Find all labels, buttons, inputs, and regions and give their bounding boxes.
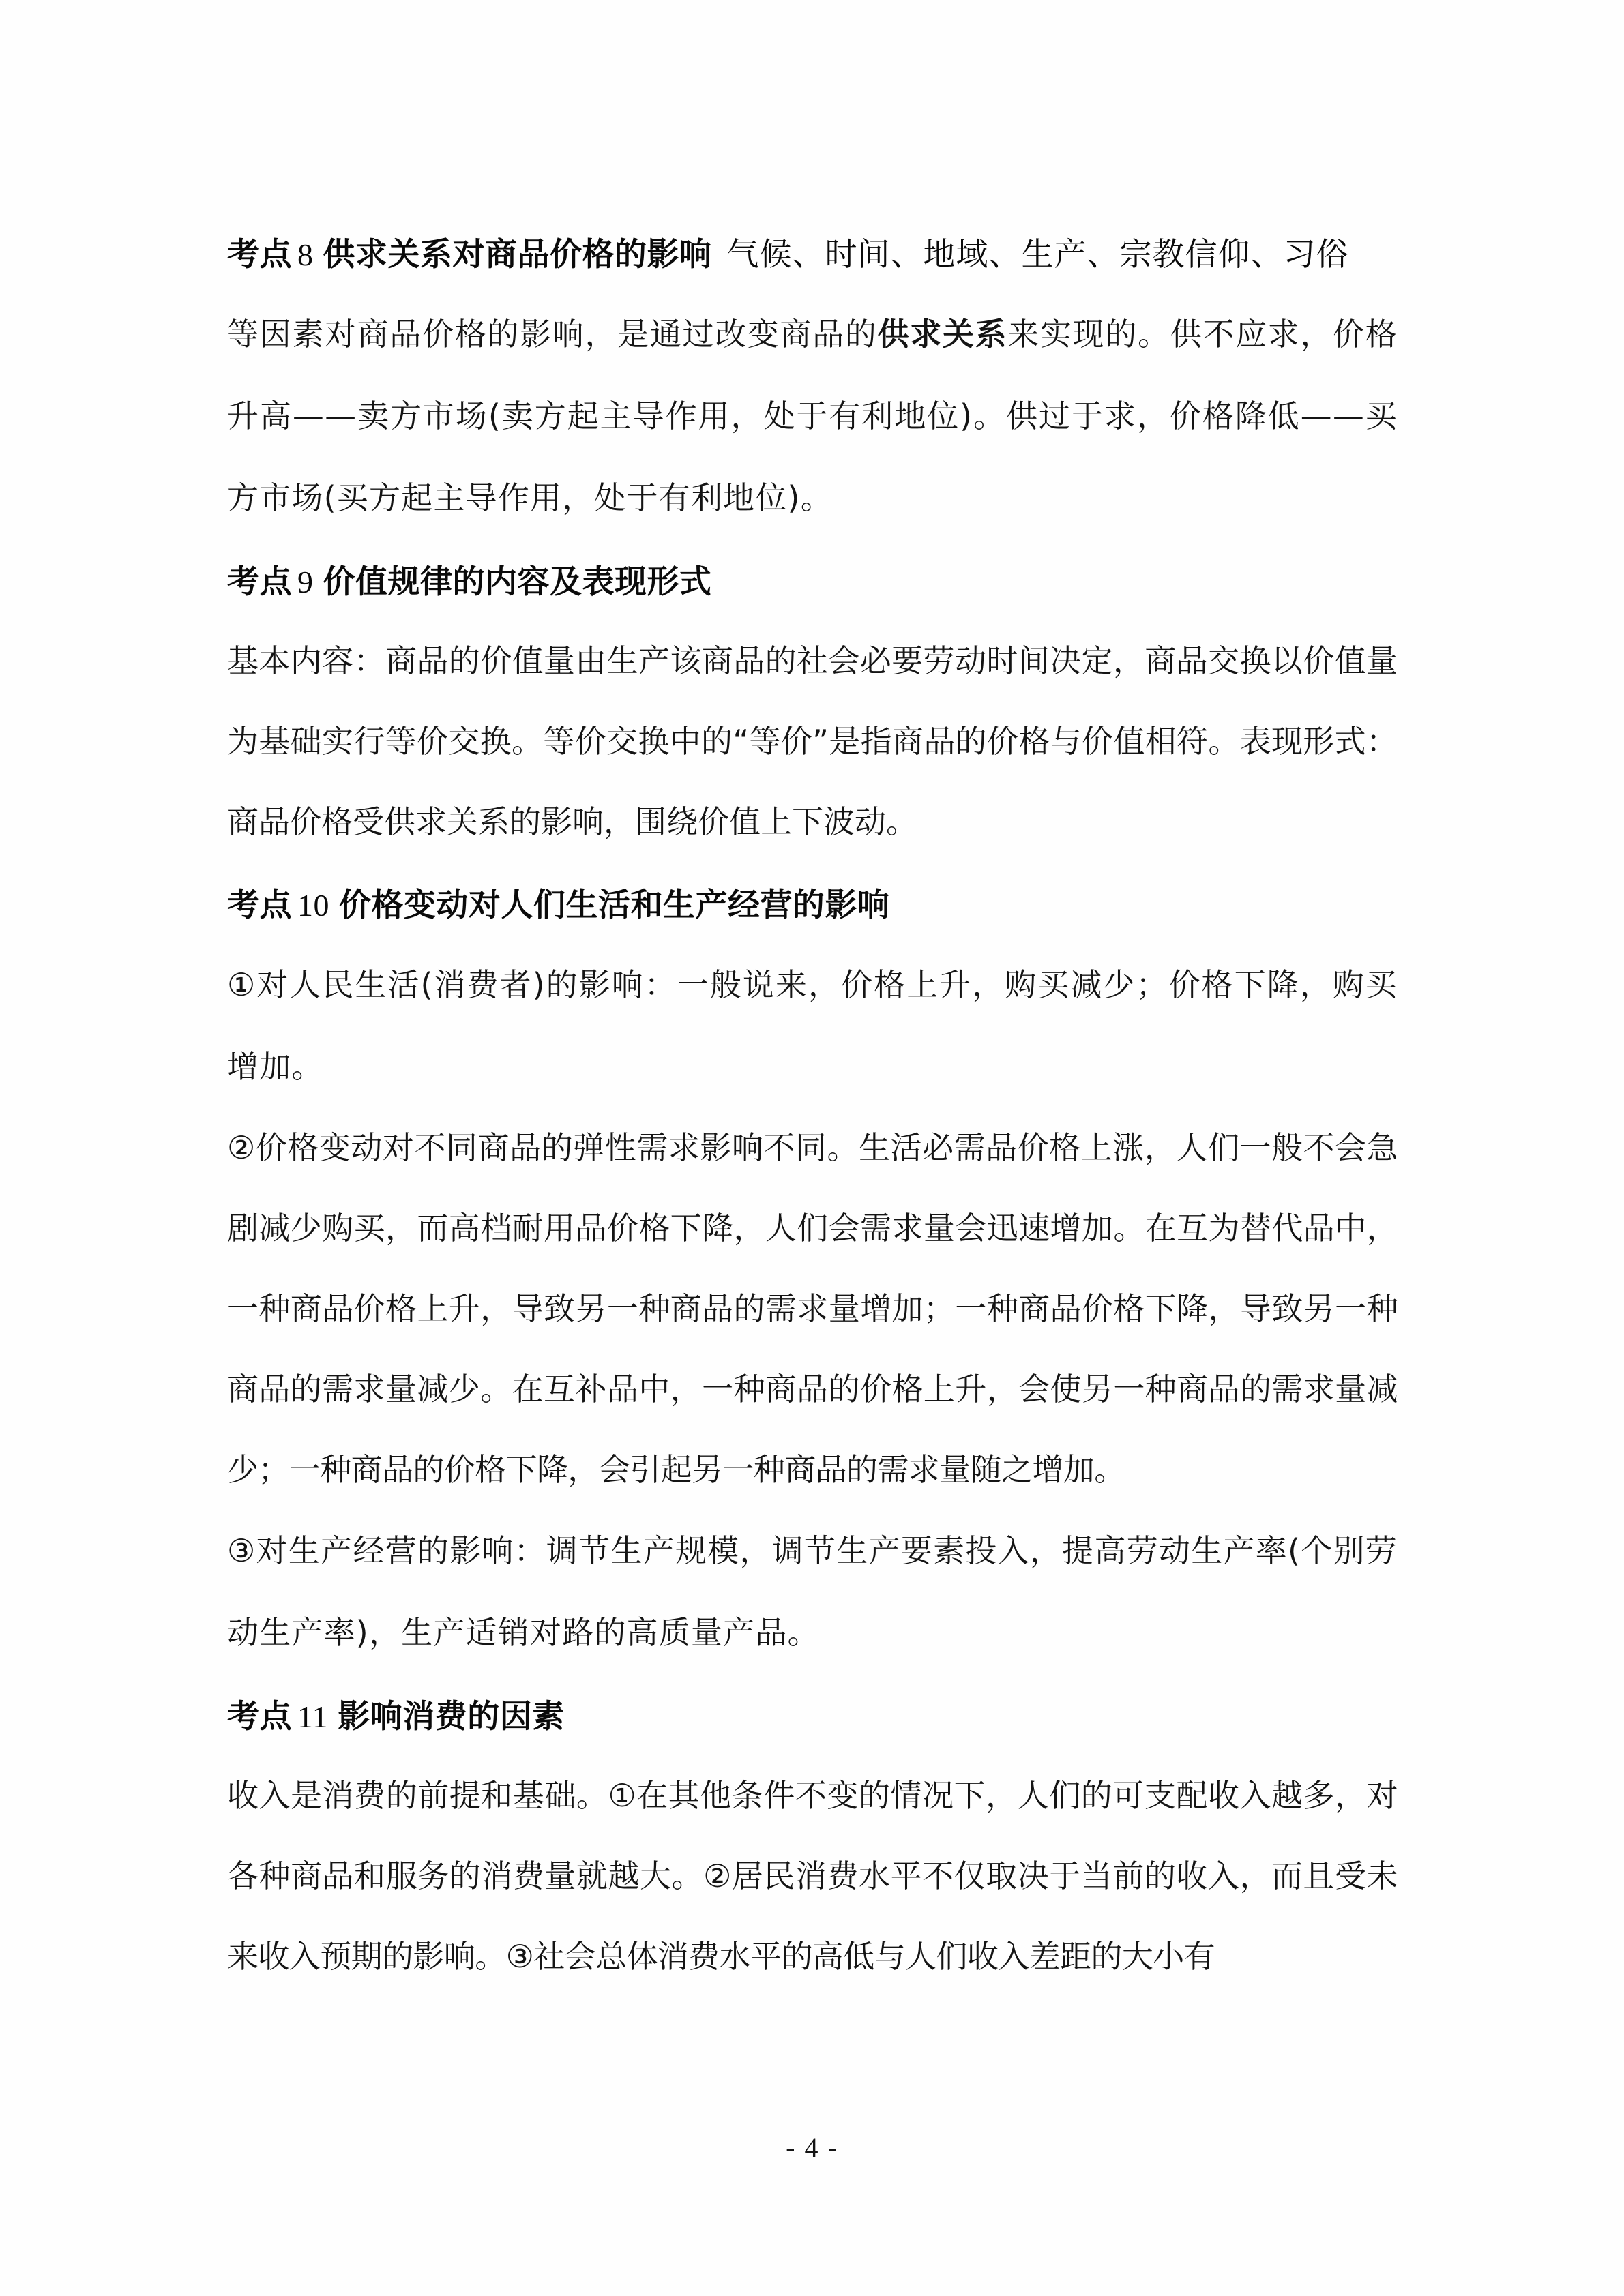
section-title: 影响消费的因素 bbox=[338, 1698, 565, 1735]
paragraph bbox=[227, 944, 1398, 1107]
text-run: 等因素对商品价格的影响，是通过改变商品的 bbox=[227, 316, 878, 353]
section-title: 价格变动对人们生活和生产经营的影响 bbox=[339, 886, 890, 924]
spacer bbox=[227, 862, 1398, 867]
text-run-bold: 供求关系 bbox=[877, 316, 1008, 353]
section-heading-kaodian-11 bbox=[227, 1679, 1398, 1755]
paragraph bbox=[227, 1755, 1398, 1997]
text-run: ②价格变动对不同商品的弹性需求影响不同。生活必需品价格上涨，人们一般不会急剧减少购买，而高档耐用品价格下降，人们会需求量会迅速增加。在互为替代品中，一种商品价格上升，导致另一种商品的需求量增加；一种商品价格下降，导致另一种商品的需求量减少。在互补品中，一种商品的价格上升，会使另一种商品的需求量减少；一种商品的价格下降，会引起另一种商品的需求量随之增加。 bbox=[227, 1129, 1398, 1488]
document-body bbox=[227, 217, 1398, 1997]
text-run: ③对生产经营的影响：调节生产规模，调节生产要素投入，提高劳动生产率(个别劳动生产率)，生产适销对路的高质量产品。 bbox=[227, 1532, 1398, 1651]
text-run: 来实现的。供不应求，价格升高——卖方市场(卖方起主导作用，处于有利地位)。供过于求，价格降低——买方市场(买方起主导作用，处于有利地位)。 bbox=[227, 316, 1398, 516]
text-run: 收入是消费的前提和基础。①在其他条件不变的情况下，人们的可支配收入越多，对各种商品和服务的消费量就越大。②居民消费水平不仅取决于当前的收入，而且受未来收入预期的影响。③社会总体消费水平的高低与人们收入差距的大小有 bbox=[227, 1777, 1398, 1975]
section-number: 9 bbox=[297, 565, 314, 599]
section-label: 考点 bbox=[227, 236, 292, 273]
page-number: - 4 - bbox=[786, 2132, 838, 2163]
section-number: 10 bbox=[297, 888, 329, 923]
paragraph bbox=[227, 1510, 1398, 1673]
paragraph bbox=[227, 1107, 1398, 1510]
spacer bbox=[227, 1673, 1398, 1679]
section-inline-text: 气候、时间、地域、生产、宗教信仰、习俗 bbox=[726, 236, 1349, 273]
section-heading-kaodian-8 bbox=[227, 217, 1398, 293]
section-heading-kaodian-10 bbox=[227, 867, 1398, 944]
section-label: 考点 bbox=[227, 1698, 292, 1735]
section-title: 供求关系对商品价格的影响 bbox=[323, 236, 712, 273]
section-label: 考点 bbox=[227, 886, 292, 924]
section-heading-kaodian-9 bbox=[227, 544, 1398, 621]
paragraph bbox=[227, 293, 1398, 539]
section-title: 价值规律的内容及表现形式 bbox=[323, 563, 712, 601]
section-label: 考点 bbox=[227, 563, 292, 601]
text-run: ①对人民生活(消费者)的影响：一般说来，价格上升，购买减少；价格下降，购买增加。 bbox=[227, 966, 1398, 1085]
section-number: 11 bbox=[297, 1699, 329, 1734]
paragraph bbox=[227, 621, 1398, 862]
text-run: 基本内容：商品的价值量由生产该商品的社会必要劳动时间决定，商品交换以价值量为基础实行等价交换。等价交换中的“等价”是指商品的价格与价值相符。表现形式：商品价格受供求关系的影响，围绕价值上下波动。 bbox=[227, 642, 1398, 840]
section-number: 8 bbox=[297, 237, 314, 272]
spacer bbox=[227, 539, 1398, 544]
